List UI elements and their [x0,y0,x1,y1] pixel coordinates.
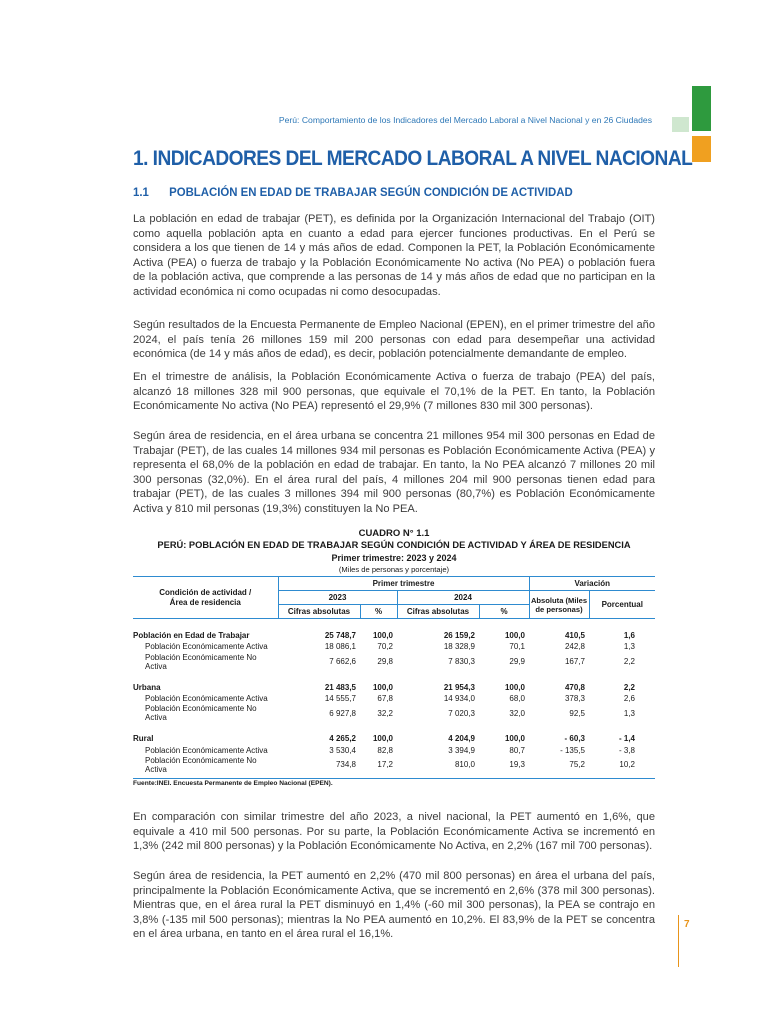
table-spacer [133,671,655,682]
table-cell: 25 748,7 [324,631,356,641]
header-condition [133,577,278,619]
paragraph-1: La población en edad de trabajar (PET), es definida por la Organización Internacional del Trabajo (OIT) como aquella población apta en cuanto a edad para ejercer funciones productivas. En el Perú se considera a los que tienen de 14 y más años de edad. Componen la PET, la Población Económicamente Activa (PEA) o fuerza de trabajo y la Población Económicamente No activa (No PEA) o población fuera de la población activa, que comprende a las personas de 14 y más años de edad que no participan en la actividad económica ni como ocupadas ni como desocupadas. [133,213,655,298]
running-header: Perú: Comportamiento de los Indicadores del Mercado Laboral a Nivel Nacional y en 26 Ciudades [278,115,652,125]
row-label: Urbana [133,682,161,692]
table-cell: 2,2 [623,682,635,692]
header-year-2023: 2023 [278,591,397,605]
paragraph-4: Según área de residencia, en el área urbana se concentra 21 millones 954 mil 300 personas en Edad de Trabajar (PET), de las cuales 14 millones 934 mil personas es Población Económicamente Activa (PEA) y representa el 68,0% de la población en edad de trabajar. En tanto, la No PEA alcanzó 7 millones 20 mil 300 personas (32,0%). En el área rural del país, 4 millones 204 mil 900 personas tienen edad para trabajar (PET), de las cuales 3 millones 394 mil 900 personas (80,7%) es Población Económicamente Activa y 810 mil personas (19,3%) constituyen la No PEA. [133,430,655,515]
table-cell: 2,2 [623,657,635,667]
table-row-group [133,630,655,641]
header-pct-2023: % [360,605,397,619]
header-condition-line1: Condición de actividad / [159,587,252,597]
decorative-orange-block [692,136,711,162]
row-label: Población Económicamente Activa [145,642,268,652]
table-cell: 7 020,3 [448,708,475,718]
table-cell: 14 934,0 [443,694,475,704]
table-cell: 29,9 [509,657,525,667]
table-subtitle: Primer trimestre: 2023 y 2024 [331,553,457,563]
section-title: 1. INDICADORES DEL MERCADO LABORAL A NIVEL NACIONAL [133,146,693,170]
table-cell: 26 159,2 [443,631,475,641]
table-row [133,693,655,704]
table-cell: 67,8 [377,694,393,704]
table-cell: 4 265,2 [329,734,356,744]
table-cell: 100,0 [504,682,525,692]
table-cell: 1,6 [623,631,635,641]
table-cell: 32,2 [377,708,393,718]
table-cell: 19,3 [509,760,525,770]
row-label: Rural [133,734,154,744]
table-cell: 68,0 [509,694,525,704]
table-cell: - 1,4 [618,734,635,744]
table-cell: 1,3 [623,708,635,718]
table-cell: - 3,8 [618,745,635,755]
header-pct-var: Porcentual [589,591,655,619]
paragraph-3: En el trimestre de análisis, la Población Económicamente Activa o fuerza de trabajo (PEA) del país, alcanzó 18 millones 328 mil 900 personas, que equivale el 70,1% de la PET. En tanto, la Población Económicamente No activa (No PEA) representó el 29,9% (7 millones 830 mil 300 personas). [133,371,655,413]
table-row [133,704,655,722]
header-condition-line2: Área de residencia [169,597,241,607]
table-cell: 242,8 [564,642,585,652]
subsection-number: 1.1 [133,185,149,199]
row-label: Población Económicamente Activa [145,745,268,755]
table-cell: 100,0 [504,631,525,641]
data-table [133,576,655,779]
table-title: PERÚ: POBLACIÓN EN EDAD DE TRABAJAR SEGÚN CONDICIÓN DE ACTIVIDAD Y ÁREA DE RESIDENCIA [157,540,631,550]
row-label: Población Económicamente Activa [145,694,268,704]
table-cell: 100,0 [372,631,393,641]
table-source: Fuente:INEI. Encuesta Permanente de Empleo Nacional (EPEN). [133,780,333,787]
header-abs-var: Absoluta (Miles de personas) [529,591,589,619]
table-cell: 70,1 [509,642,525,652]
table-number: CUADRO N° 1.1 [358,528,430,539]
table-spacer [133,722,655,733]
table-row [133,745,655,756]
table-cell: - 60,3 [564,734,585,744]
table-row-group [133,682,655,693]
table-cell: 29,8 [377,657,393,667]
table-cell: 7 830,3 [448,657,475,667]
table-spacer [133,619,655,631]
table-cell: 1,3 [623,642,635,652]
table-cell: 410,5 [564,631,585,641]
paragraph-2: Según resultados de la Encuesta Permanente de Empleo Nacional (EPEN), en el primer trimestre del año 2024, el país tenía 26 millones 159 mil 200 personas con edad para desempeñar una actividad económica (de 14 y más años de edad), es decir, población potencialmente demandante de empleo. [133,319,655,361]
table-cell: 7 662,6 [329,657,356,667]
table-cell: 32,0 [509,708,525,718]
table-cell: 18 328,9 [443,642,475,652]
row-label: Población Económicamente No Activa [145,652,257,671]
table-cell: 2,6 [623,694,635,704]
table-cell: 75,2 [569,760,585,770]
row-label: Población en Edad de Trabajar [133,631,250,641]
table-cell: 3 530,4 [329,745,356,755]
paragraph-6: Según área de residencia, la PET aumentó en 2,2% (470 mil 800 personas) en área el urbana del país, principalmente la Población Económicamente Activa, que se incrementó en 2,6% (378 mil 300 personas). Mientras que, en el área rural la PET disminuyó en 1,4% (-60 mil 300 personas), la PEA se contrajo en 3,8% (-135 mil 500 personas); mientras la No PEA aumentó en 10,2%. El 83,9% de la PET se concentra en el área urbana, en tanto en el área rural el 16,1%. [133,870,655,941]
table-cell: 470,8 [564,682,585,692]
header-abs-2024: Cifras absolutas [397,605,479,619]
subsection-text: POBLACIÓN EN EDAD DE TRABAJAR SEGÚN CONDICIÓN DE ACTIVIDAD [169,185,573,199]
table-row [133,653,655,671]
table-cell: 378,3 [564,694,585,704]
table-cell: 80,7 [509,745,525,755]
table-cell: 100,0 [372,682,393,692]
decorative-green-block [692,86,711,131]
table-cell: 14 555,7 [324,694,356,704]
subsection-title [133,185,573,199]
table-row-group [133,733,655,744]
row-label: Población Económicamente No Activa [145,755,257,774]
table-cell: 10,2 [619,760,635,770]
header-year-2024: 2024 [397,591,529,605]
table-cell: 100,0 [504,734,525,744]
table-row [133,756,655,779]
table-cell: 3 394,9 [448,745,475,755]
row-label: Población Económicamente No Activa [145,704,257,723]
header-abs-2023: Cifras absolutas [278,605,360,619]
paragraph-5: En comparación con similar trimestre del año 2023, a nivel nacional, la PET aumentó en 1,6%, que equivale a 410 mil 500 personas. Por su parte, la Población Económicamente Activa se incrementó en 1,3% (242 mil 800 personas) y la Población Económicamente No Activa, en 2,2% (167 mil 700 personas). [133,811,655,853]
table-cell: 82,8 [377,745,393,755]
table-cell: 6 927,8 [329,708,356,718]
table-cell: 4 204,9 [448,734,475,744]
header-first-quarter: Primer trimestre [278,577,529,591]
table-cell: 100,0 [372,734,393,744]
table-cell: 167,7 [564,657,585,667]
table-cell: 21 483,5 [324,682,356,692]
table-cell: 21 954,3 [443,682,475,692]
table-cell: 810,0 [454,760,475,770]
table-cell: 92,5 [569,708,585,718]
decorative-light-green-block [672,117,689,132]
table-cell: 734,8 [335,760,356,770]
page-number-rule [678,915,679,967]
table-cell: 70,2 [377,642,393,652]
table-cell: 18 086,1 [324,642,356,652]
header-variation: Variación [529,577,655,591]
table-row [133,641,655,652]
header-pct-2024: % [479,605,529,619]
table-units: (Miles de personas y porcentaje) [338,565,450,574]
table-cell: - 135,5 [560,745,585,755]
page-number: 7 [684,919,690,930]
table-cell: 17,2 [377,760,393,770]
